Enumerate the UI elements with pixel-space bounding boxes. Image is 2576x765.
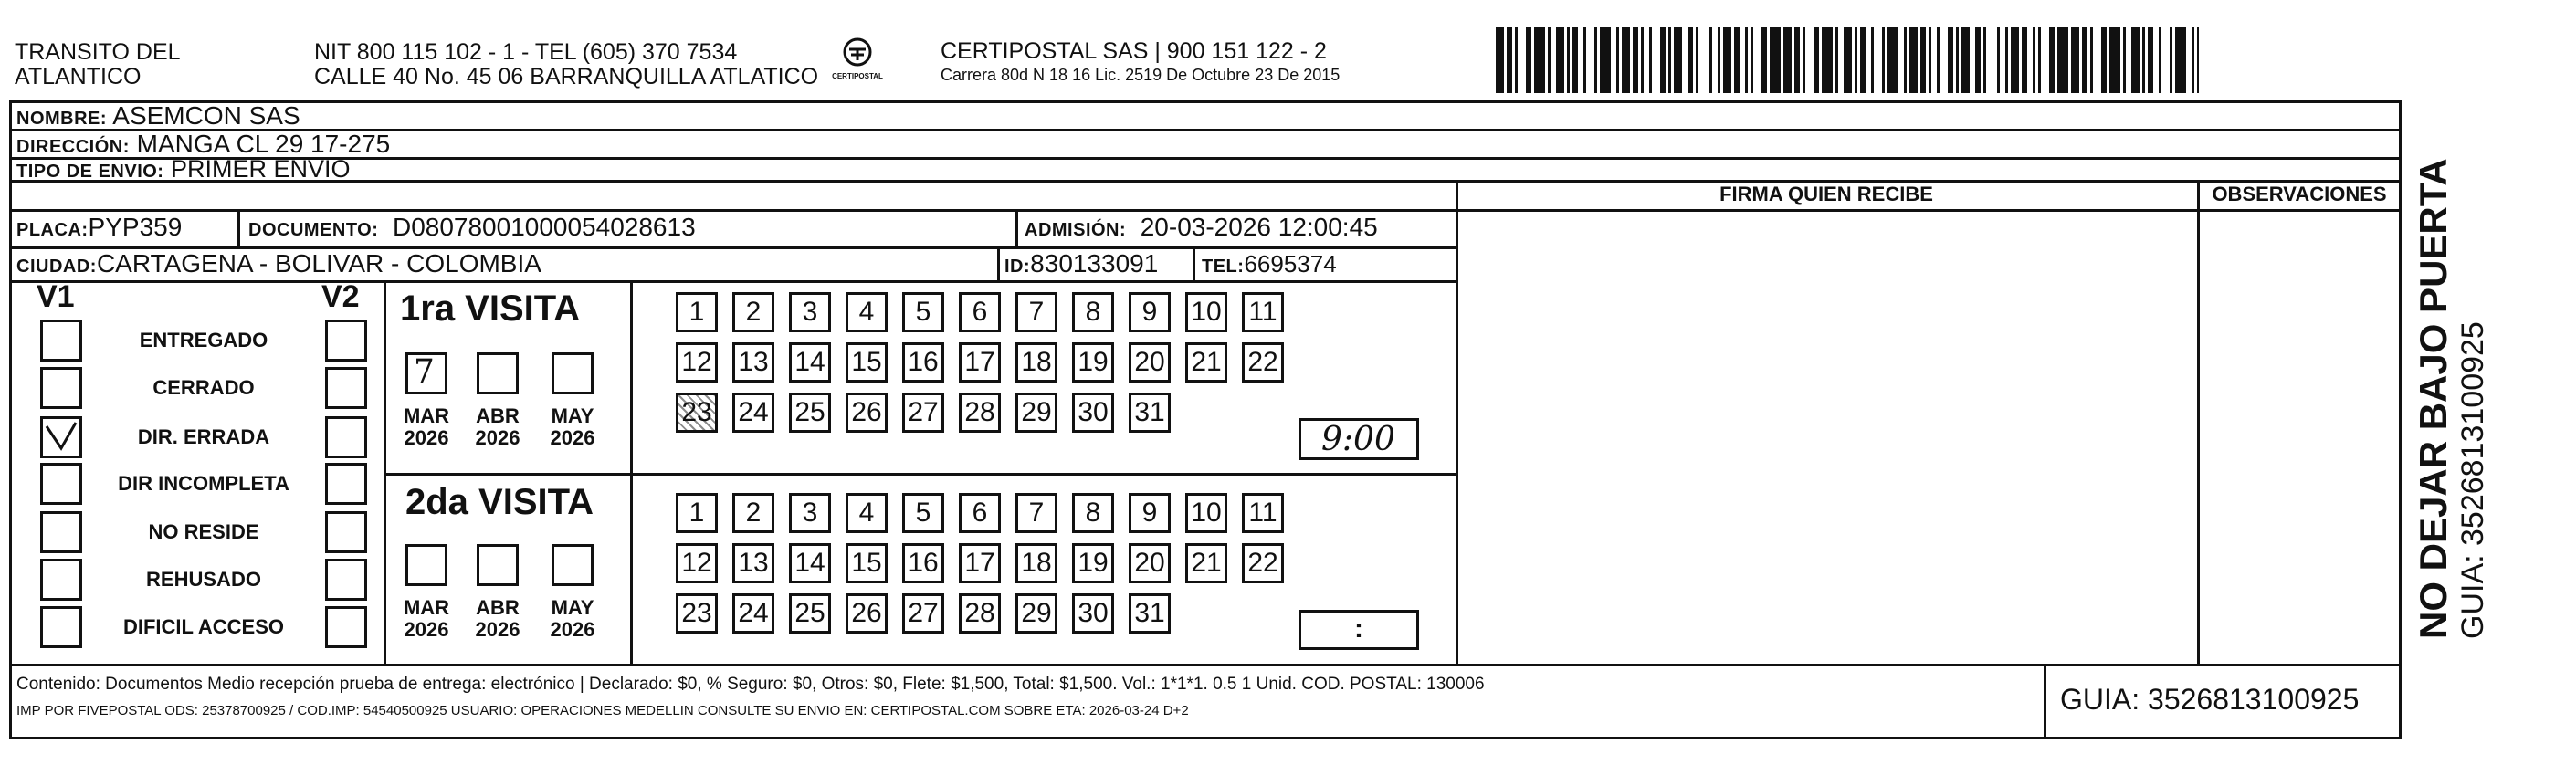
day-cell[interactable]: 6 [959,292,1001,332]
status-label: DIR. ERRADA [137,425,270,448]
company-name-line1: TRANSITO DEL [15,39,181,65]
v1-checkbox[interactable] [40,367,82,409]
month-label [541,405,605,449]
barcode-bar [2192,27,2194,93]
barcode-bar [2109,27,2120,93]
day-cell[interactable]: 12 [676,543,718,583]
barcode-bar [2159,27,2161,93]
month-checkbox[interactable] [477,352,519,394]
barcode-bar [2071,27,2079,93]
month-name: MAR [403,404,450,427]
barcode-bar [2038,27,2041,93]
divider [237,209,240,247]
barcode-bar [1622,27,1630,93]
id-value: 830133091 [1030,249,1159,278]
barcode-bar [1583,27,1586,93]
tel-field [1202,250,1337,280]
month-name: MAY [551,596,594,619]
month-label [466,405,530,449]
carrier-info [941,38,1340,86]
day-cell[interactable]: 24 [732,393,774,433]
barcode-bar [1572,27,1578,93]
month-name: MAY [551,404,594,427]
barcode-bar [1909,27,1918,93]
month-year: 2026 [404,426,449,449]
documento-field [248,214,696,244]
divider [2044,664,2046,739]
barcode-bar [1920,27,1926,93]
barcode-bar [2090,27,2093,93]
nombre-value: ASEMCON SAS [112,101,300,130]
day-cell[interactable]: 12 [676,342,718,382]
v1-label: V1 [37,279,75,314]
divider [630,280,633,664]
month-checkbox[interactable] [405,352,447,394]
month-name: ABR [476,404,520,427]
day-cell[interactable]: 9 [1129,292,1171,332]
barcode-bar [1649,27,1652,93]
divider [9,209,1457,212]
v1-checkbox[interactable] [40,511,82,553]
company-contact [314,40,818,89]
certipostal-logo [818,37,897,86]
barcode-bar [2101,27,2107,93]
barcode-bar [1855,27,1857,93]
divider [1193,246,1195,280]
day-cell[interactable]: 16 [902,543,944,583]
barcode-bar [1860,27,1866,93]
check-mark-icon [43,419,79,456]
admision-field [1025,214,1378,244]
day-cell[interactable]: 31 [1129,593,1171,634]
footer-content-line: Contenido: Documentos Medio recepción prueba de entrega: electrónico | Declarado: $0, % Seguro: $0, Otros: $0, Flete: $1,500, Total: $1,500. Vol.: 1*1*1. 0.5 1 Unid. COD. POSTAL: 130006 [16,675,1485,694]
day-cell[interactable]: 4 [846,493,888,533]
day-cell[interactable]: 13 [732,543,774,583]
day-cell[interactable]: 31 [1129,393,1171,433]
day-cell[interactable]: 24 [732,593,774,634]
barcode-bar [1641,27,1644,93]
tipo-envio-field [16,157,351,183]
day-cell[interactable]: 29 [1015,593,1057,634]
visit1-time-box[interactable] [1299,418,1419,460]
barcode-bar [1835,27,1838,93]
v2-checkbox[interactable] [325,367,367,409]
address-line: CALLE 40 No. 45 06 BARRANQUILLA ATLATICO [314,64,819,89]
day-cell[interactable]: 8 [1072,292,1114,332]
divider [997,246,1000,280]
observaciones-label: OBSERVACIONES [2212,183,2387,205]
barcode-bar [1668,27,1671,93]
day-cell[interactable]: 1 [676,292,718,332]
nit-line: NIT 800 115 102 - 1 - TEL (605) 370 7534 [314,39,738,65]
footer-print-line: IMP POR FIVEPOSTAL ODS: 25378700925 / COD.IMP: 54540500925 USUARIO: OPERACIONES MEDELLIN CONSULTE SU ENVIO EN: CERTIPOSTAL.COM SOBRE ETA: 2026-03-24 D+2 [16,703,1189,718]
day-cell[interactable]: 2 [732,493,774,533]
barcode-bar [1794,27,1800,93]
barcode-bar [1997,27,2000,93]
barcode-bar [2022,27,2027,93]
status-label: NO RESIDE [148,520,259,543]
barcode-bar [1723,27,1731,93]
day-cell[interactable]: 29 [1015,393,1057,433]
month-name: MAR [403,596,450,619]
day-cell[interactable]: 17 [959,543,1001,583]
footer-guia: GUIA: 3526813100925 [2060,683,2360,716]
day-cell[interactable]: 18 [1015,543,1057,583]
barcode-bar [2123,27,2126,93]
day-cell[interactable]: 3 [789,493,831,533]
day-cell[interactable]: 19 [1072,543,1114,583]
carrier-line: CERTIPOSTAL SAS | 900 151 122 - 2 [941,38,1327,64]
placa-field [16,214,182,244]
day-cell[interactable]: 14 [789,342,831,382]
divider [1456,209,2402,212]
ciudad-field [16,250,541,280]
visit2-title: 2da VISITA [405,482,594,522]
barcode-bar [1783,27,1792,93]
tel-value: 6695374 [1244,250,1337,278]
admision-value: 20-03-2026 12:00:45 [1140,213,1378,241]
barcode-bar [1761,27,1767,93]
documento-value: D08078001000054028613 [392,213,696,241]
month-label [394,597,458,641]
company-name-line2: ATLANTICO [15,64,142,89]
day-cell[interactable]: 4 [846,292,888,332]
v2-label: V2 [321,279,360,314]
barcode-bar [2148,27,2153,93]
barcode-bar [1660,27,1666,93]
divider [9,664,2402,666]
barcode-bar [1803,27,1805,93]
barcode-bar [1822,27,1833,93]
day-cell[interactable]: 16 [902,342,944,382]
v1-checkbox[interactable] [40,416,82,458]
documento-label: DOCUMENTO: [248,220,379,240]
day-cell[interactable]: 21 [1185,543,1227,583]
barcode-bar [2170,27,2172,93]
company-name [15,40,181,89]
v1-checkbox[interactable] [40,559,82,601]
tipo-envio-label: TIPO DE ENVIO: [16,162,164,182]
barcode [1496,27,2199,93]
tel-label: TEL: [1202,257,1245,277]
day-cell[interactable]: 18 [1015,342,1057,382]
day-cell[interactable]: 15 [846,342,888,382]
barcode-bar [1688,27,1693,93]
barcode-bar [1904,27,1907,93]
divider [9,280,1457,283]
day-cell[interactable]: 15 [846,543,888,583]
visit1-time-value: 9:00 [1321,421,1395,458]
nombre-label: NOMBRE: [16,109,108,129]
day-cell[interactable]: 1 [676,493,718,533]
barcode-bar [1496,27,1504,93]
nombre-field [16,102,300,132]
side-guia: GUIA: 3526813100925 [2455,321,2490,639]
status-label: DIR INCOMPLETA [118,472,289,495]
barcode-bar [1734,27,1740,93]
visit2-time-box[interactable] [1299,610,1419,650]
day-cell[interactable]: 7 [1015,292,1057,332]
v1-checkbox[interactable] [40,320,82,362]
month-checkbox[interactable] [477,544,519,586]
day-cell[interactable]: 28 [959,593,1001,634]
day-cell[interactable]: 20 [1129,342,1171,382]
barcode-bar [1745,27,1748,93]
month-year: 2026 [550,618,595,641]
barcode-bar [1507,27,1512,93]
day-cell[interactable]: 19 [1072,342,1114,382]
day-cell[interactable]: 9 [1129,493,1171,533]
barcode-bar [1526,27,1531,93]
month-checkbox[interactable] [405,544,447,586]
day-cell[interactable]: 8 [1072,493,1114,533]
v2-checkbox[interactable] [325,511,367,553]
day-cell[interactable]: 10 [1185,493,1227,533]
day-cell[interactable]: 27 [902,393,944,433]
month-year: 2026 [475,618,520,641]
day-cell[interactable]: 23 [676,593,718,634]
barcode-bar [1983,27,1986,93]
barcode-bar [1937,27,1940,93]
day-cell[interactable]: 6 [959,493,1001,533]
barcode-bar [2057,27,2068,93]
status-label: CERRADO [152,376,255,399]
v1-checkbox[interactable] [40,606,82,648]
barcode-bar [2033,27,2035,93]
id-field [1004,250,1158,280]
barcode-bar [1594,27,1597,93]
barcode-bar [1674,27,1682,93]
day-cell[interactable]: 20 [1129,543,1171,583]
side-warning: NO DEJAR BAJO PUERTA [2412,158,2455,639]
barcode-bar [1814,27,1819,93]
barcode-bar [1600,27,1611,93]
barcode-bar [1515,27,1518,93]
placa-value: PYP359 [88,213,183,241]
month-label [541,597,605,641]
day-cell[interactable]: 17 [959,342,1001,382]
day-cell[interactable]: 27 [902,593,944,634]
firma-label: FIRMA QUIEN RECIBE [1719,183,1933,205]
barcode-bar [2005,27,2008,93]
v2-checkbox[interactable] [325,416,367,458]
day-cell[interactable]: 30 [1072,593,1114,634]
tipo-envio-value: PRIMER ENVIO [170,155,351,183]
barcode-bar [1751,27,1753,93]
day-cell[interactable]: 26 [846,593,888,634]
visit2-time-placeholder: : [1354,613,1363,644]
barcode-bar [1882,27,1885,93]
day-cell[interactable]: 11 [1242,292,1284,332]
direccion-value: MANGA CL 29 17-275 [136,130,391,158]
ciudad-value: CARTAGENA - BOLIVAR - COLOMBIA [96,249,541,278]
status-label: ENTREGADO [139,329,268,351]
barcode-bar [1633,27,1638,93]
day-cell[interactable]: 21 [1185,342,1227,382]
day-cell[interactable]: 7 [1015,493,1057,533]
day-cell[interactable]: 22 [1242,342,1284,382]
barcode-bar [1844,27,1852,93]
day-cell[interactable]: 22 [1242,543,1284,583]
barcode-bar [2011,27,2019,93]
barcode-bar [1770,27,1781,93]
barcode-bar [1718,27,1720,93]
day-cell[interactable]: 5 [902,292,944,332]
day-cell[interactable]: 23 [676,393,718,433]
barcode-bar [1534,27,1545,93]
status-label: DIFICIL ACCESO [122,615,284,638]
status-label: REHUSADO [146,568,261,591]
day-cell[interactable]: 30 [1072,393,1114,433]
month-checkbox[interactable] [552,544,594,586]
direccion-label: DIRECCIÓN: [16,137,130,157]
barcode-bar [2049,27,2055,93]
v2-checkbox[interactable] [325,320,367,362]
month-label [466,597,530,641]
ciudad-label: CIUDAD: [16,257,97,277]
month-checkbox[interactable] [552,352,594,394]
barcode-bar [1709,27,1712,93]
month-mark: 7 [414,353,435,391]
admision-label: ADMISIÓN: [1025,220,1127,240]
barcode-bar [2175,27,2186,93]
day-cell[interactable]: 25 [789,393,831,433]
barcode-bar [1548,27,1551,93]
barcode-bar [1887,27,1898,93]
barcode-bar [1956,27,1959,93]
barcode-bar [1961,27,1970,93]
month-year: 2026 [550,426,595,449]
day-cell[interactable]: 28 [959,393,1001,433]
divider [384,280,386,664]
day-cell[interactable]: 11 [1242,493,1284,533]
barcode-bar [1556,27,1564,93]
barcode-bar [2082,27,2087,93]
barcode-bar [1948,27,1953,93]
license-line: Carrera 80d N 18 16 Lic. 2519 De Octubre 23 De 2015 [941,66,1341,84]
v1-checkbox[interactable] [40,463,82,505]
month-name: ABR [476,596,520,619]
day-cell[interactable]: 14 [789,543,831,583]
v2-checkbox[interactable] [325,606,367,648]
divider [1015,209,1018,247]
barcode-bar [2131,27,2140,93]
day-cell[interactable]: 2 [732,292,774,332]
logo-icon [839,37,876,68]
barcode-bar [1871,27,1874,93]
divider [1456,180,1458,665]
v2-checkbox[interactable] [325,559,367,601]
month-year: 2026 [475,426,520,449]
logo-text: CERTIPOSTAL [832,72,883,80]
placa-label: PLACA: [16,220,89,240]
visit1-title: 1ra VISITA [400,288,581,329]
barcode-bar [1929,27,1931,93]
day-cell[interactable]: 5 [902,493,944,533]
barcode-bar [1616,27,1619,93]
day-cell[interactable]: 13 [732,342,774,382]
day-cell[interactable]: 10 [1185,292,1227,332]
barcode-bar [1696,27,1698,93]
month-label [394,405,458,449]
barcode-bar [2142,27,2145,93]
barcode-bar [2197,27,2199,93]
divider [2197,180,2200,665]
barcode-bar [1567,27,1570,93]
day-cell[interactable]: 25 [789,593,831,634]
v2-checkbox[interactable] [325,463,367,505]
barcode-bar [1975,27,1981,93]
id-label: ID: [1004,257,1031,277]
day-cell[interactable]: 3 [789,292,831,332]
side-text [2411,128,2489,639]
day-cell[interactable]: 26 [846,393,888,433]
month-year: 2026 [404,618,449,641]
divider [384,473,1457,476]
